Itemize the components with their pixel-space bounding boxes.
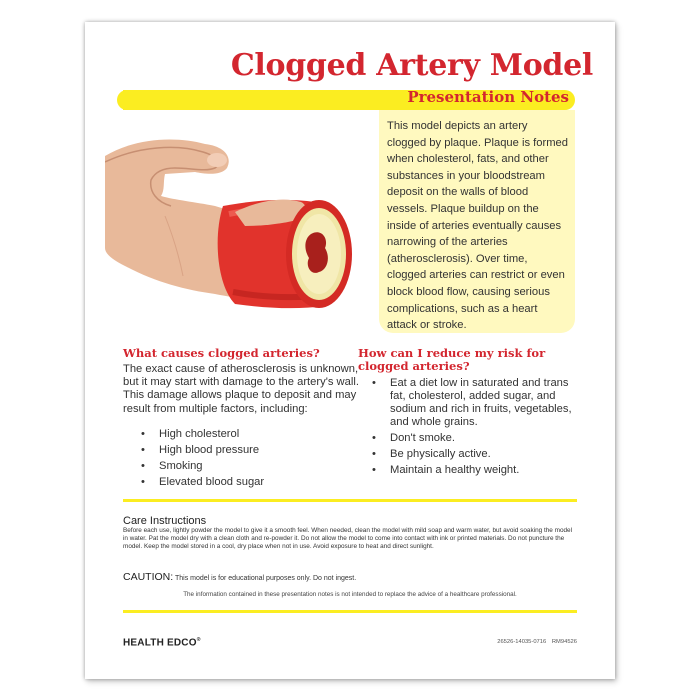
causes-body: The exact cause of atherosclerosis is unknown, but it may start with damage to the artery's wall. This damage allows plaque to deposit and may result from multiple factors, including: <box>123 363 359 415</box>
list-item: • Smoking <box>141 460 203 472</box>
section-divider <box>123 499 577 502</box>
bullet-icon: • <box>141 428 145 440</box>
causes-list <box>141 428 341 489</box>
caution-label: CAUTION: <box>123 571 174 583</box>
list-item: • Maintain a healthy weight. <box>372 464 520 476</box>
page-title: Clogged Artery Model <box>230 48 593 83</box>
risk-list <box>372 377 574 477</box>
brand-logo: HEALTH EDCO® <box>123 637 201 649</box>
list-item: • Eat a diet low in saturated and trans fat, cholesterol, added sugar, and sodium and rich in fruits, vegetables, and whole grains. <box>372 377 572 428</box>
list-item: • High blood pressure <box>141 444 260 456</box>
form-code: 26526-14035-0716 <box>497 639 547 645</box>
bullet-icon: • <box>372 377 376 389</box>
page-subtitle: Presentation Notes <box>407 88 569 106</box>
care-text: Before each use, lightly powder the model to give it a smooth feel. When needed, clean the model with mild soap and warm water, but avoid soaking the model in water. Pat the model dry with a clean cloth and re-powder it. Do not allow the model to come into contact with ink or printed materials. Do not puncture the model. Keep the model stored in a cool, dry place when not in use. Avoid exposure to heat and direct sunlight. <box>123 527 573 551</box>
bullet-icon: • <box>141 444 145 456</box>
caution-text: This model is for educational purposes only. Do not ingest. <box>175 575 357 582</box>
handout-page <box>85 22 615 679</box>
list-item: • Be physically active. <box>372 448 491 460</box>
causes-heading: What causes clogged arteries? <box>123 346 320 360</box>
product-codes <box>497 639 577 645</box>
care-heading: Care Instructions <box>123 515 207 527</box>
list-item: • Elevated blood sugar <box>141 476 265 488</box>
bullet-icon: • <box>372 448 376 460</box>
list-item: • Don't smoke. <box>372 432 455 444</box>
footer-divider <box>123 610 577 613</box>
disclaimer: The information contained in these presentation notes is not intended to replace the advice of a healthcare professional. <box>183 591 517 598</box>
bullet-icon: • <box>141 460 145 472</box>
model-code: RM94526 <box>551 639 577 645</box>
artery-model-photo <box>105 116 355 326</box>
caution-note <box>123 571 356 583</box>
bullet-icon: • <box>372 432 376 444</box>
bullet-icon: • <box>141 476 145 488</box>
risk-heading: How can I reduce my risk for clogged arteries? <box>358 346 546 373</box>
intro-text: This model depicts an artery clogged by plaque. Plaque is formed when cholesterol, fats, and other substances in your bloodstream deposit on the walls of blood vessels. Plaque buildup on the inside of arteries eventually causes narrowing of the arteries (atherosclerosis). Over time, clogged arteries can restrict or even block blood flow, causing serious complications, such as a heart attack or stroke. <box>387 120 568 332</box>
list-item: • High cholesterol <box>141 428 240 440</box>
bullet-icon: • <box>372 464 376 476</box>
